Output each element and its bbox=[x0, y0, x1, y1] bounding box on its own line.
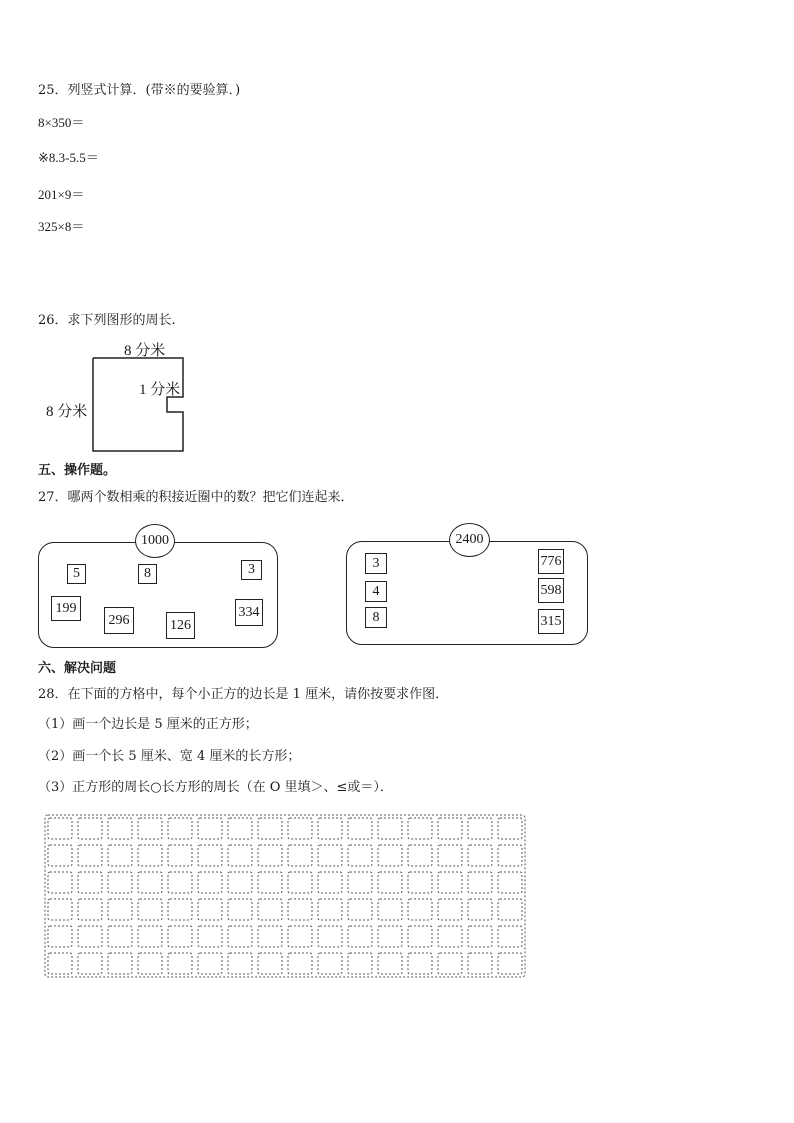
grid-cell[interactable] bbox=[378, 926, 402, 947]
q27-left-number[interactable]: 296 bbox=[104, 607, 134, 634]
grid-cell[interactable] bbox=[438, 899, 462, 920]
grid-cell[interactable] bbox=[108, 953, 132, 974]
grid-cell[interactable] bbox=[168, 872, 192, 893]
grid-cell[interactable] bbox=[48, 926, 72, 947]
q27-left-number[interactable]: 126 bbox=[166, 612, 195, 639]
grid-cell[interactable] bbox=[318, 926, 342, 947]
grid-cell[interactable] bbox=[468, 926, 492, 947]
grid-cell[interactable] bbox=[318, 899, 342, 920]
grid-cell[interactable] bbox=[258, 899, 282, 920]
grid-cell[interactable] bbox=[168, 953, 192, 974]
grid-cell[interactable] bbox=[378, 872, 402, 893]
grid-cell[interactable] bbox=[318, 818, 342, 839]
grid-cell[interactable] bbox=[138, 872, 162, 893]
grid-cell[interactable] bbox=[78, 818, 102, 839]
q27-right-number[interactable]: 776 bbox=[538, 549, 564, 574]
grid-cell[interactable] bbox=[438, 926, 462, 947]
q26-title: 26．求下列图形的周长. bbox=[38, 313, 176, 328]
grid-cell[interactable] bbox=[288, 926, 312, 947]
grid-cell[interactable] bbox=[408, 899, 432, 920]
grid-cell[interactable] bbox=[198, 818, 222, 839]
grid-cell[interactable] bbox=[378, 953, 402, 974]
grid-cell[interactable] bbox=[408, 872, 432, 893]
grid-cell[interactable] bbox=[288, 818, 312, 839]
grid-cell[interactable] bbox=[108, 818, 132, 839]
grid-cell[interactable] bbox=[108, 926, 132, 947]
grid-cell[interactable] bbox=[228, 899, 252, 920]
grid-cell[interactable] bbox=[258, 926, 282, 947]
grid-cell[interactable] bbox=[138, 899, 162, 920]
grid-cell[interactable] bbox=[48, 872, 72, 893]
grid-cell[interactable] bbox=[168, 899, 192, 920]
grid-cell[interactable] bbox=[168, 926, 192, 947]
grid-cell[interactable] bbox=[318, 845, 342, 866]
q27-left-number[interactable]: 3 bbox=[241, 560, 262, 580]
q27-left-number[interactable]: 8 bbox=[138, 564, 157, 584]
grid-cell[interactable] bbox=[288, 899, 312, 920]
section6-title: 六、解决问题 bbox=[38, 661, 117, 676]
grid-cell[interactable] bbox=[198, 899, 222, 920]
grid-cell[interactable] bbox=[78, 872, 102, 893]
q27-right-number[interactable]: 598 bbox=[538, 578, 564, 603]
grid-cell[interactable] bbox=[468, 899, 492, 920]
grid-cell[interactable] bbox=[408, 818, 432, 839]
q27-left-number[interactable]: 199 bbox=[51, 596, 81, 621]
grid-cell[interactable] bbox=[498, 845, 522, 866]
q27-title: 27．哪两个数相乘的积接近圈中的数？把它们连起来． bbox=[38, 490, 354, 505]
grid-cell[interactable] bbox=[378, 818, 402, 839]
grid-cell[interactable] bbox=[228, 953, 252, 974]
grid-cell[interactable] bbox=[48, 953, 72, 974]
grid-cell[interactable] bbox=[258, 953, 282, 974]
grid-cell[interactable] bbox=[198, 926, 222, 947]
grid-cell[interactable] bbox=[498, 926, 522, 947]
grid-cell[interactable] bbox=[78, 953, 102, 974]
grid-cell[interactable] bbox=[468, 872, 492, 893]
grid-cell[interactable] bbox=[438, 953, 462, 974]
grid-cell[interactable] bbox=[288, 845, 312, 866]
grid-cell[interactable] bbox=[438, 872, 462, 893]
grid-cell[interactable] bbox=[108, 872, 132, 893]
grid-cell[interactable] bbox=[348, 953, 372, 974]
grid-cell[interactable] bbox=[498, 899, 522, 920]
grid-cell[interactable] bbox=[48, 818, 72, 839]
grid-cell[interactable] bbox=[288, 872, 312, 893]
grid-cell[interactable] bbox=[78, 926, 102, 947]
grid-cell[interactable] bbox=[348, 845, 372, 866]
grid-cell[interactable] bbox=[138, 926, 162, 947]
q27-right-number[interactable]: 4 bbox=[365, 581, 387, 602]
grid-cell[interactable] bbox=[228, 845, 252, 866]
q26-label-left: 8 分米 bbox=[46, 404, 88, 420]
grid-cell[interactable] bbox=[378, 899, 402, 920]
grid-cell[interactable] bbox=[78, 845, 102, 866]
q25-title: 25．列竖式计算．(带※的要验算．) bbox=[38, 83, 241, 98]
grid-cell[interactable] bbox=[258, 872, 282, 893]
q27-right-number[interactable]: 315 bbox=[538, 609, 564, 634]
grid-cell[interactable] bbox=[468, 953, 492, 974]
grid-cell[interactable] bbox=[348, 926, 372, 947]
q27-right-target: 2400 bbox=[449, 523, 490, 557]
grid-cell[interactable] bbox=[498, 818, 522, 839]
q28-part1: （1）画一个边长是 5 厘米的正方形； bbox=[38, 717, 258, 732]
grid-cell[interactable] bbox=[438, 818, 462, 839]
grid-cell[interactable] bbox=[348, 899, 372, 920]
grid-cell[interactable] bbox=[168, 818, 192, 839]
grid-cell[interactable] bbox=[48, 845, 72, 866]
grid-cell[interactable] bbox=[408, 845, 432, 866]
grid-cell[interactable] bbox=[78, 899, 102, 920]
grid-cell[interactable] bbox=[258, 845, 282, 866]
q27-left-number[interactable]: 5 bbox=[67, 564, 86, 584]
grid-cell[interactable] bbox=[48, 899, 72, 920]
q28-part3: （3）正方形的周长○长方形的周长（在 O 里填＞、≤或＝）． bbox=[38, 780, 393, 795]
grid-cell[interactable] bbox=[258, 818, 282, 839]
grid-cell[interactable] bbox=[348, 818, 372, 839]
section5-title: 五、操作题。 bbox=[38, 463, 117, 478]
q26-label-top: 8 分米 bbox=[124, 343, 166, 359]
q25-item-4: 325×8＝ bbox=[38, 219, 85, 234]
grid-cell[interactable] bbox=[318, 953, 342, 974]
grid-cell[interactable] bbox=[228, 872, 252, 893]
grid-cell[interactable] bbox=[438, 845, 462, 866]
q27-left-number[interactable]: 334 bbox=[235, 599, 263, 626]
q28-part2: （2）画一个长 5 厘米、宽 4 厘米的长方形； bbox=[38, 749, 301, 764]
grid-cell[interactable] bbox=[198, 953, 222, 974]
grid-cell[interactable] bbox=[108, 845, 132, 866]
grid-cell[interactable] bbox=[198, 845, 222, 866]
grid-cell[interactable] bbox=[228, 818, 252, 839]
grid-cell[interactable] bbox=[498, 872, 522, 893]
grid-cell[interactable] bbox=[408, 953, 432, 974]
grid-cell[interactable] bbox=[468, 818, 492, 839]
q27-right-number[interactable]: 8 bbox=[365, 607, 387, 628]
grid-cell[interactable] bbox=[198, 872, 222, 893]
grid-cell[interactable] bbox=[108, 899, 132, 920]
grid-cell[interactable] bbox=[498, 953, 522, 974]
q28-title: 28．在下面的方格中，每个小正方的边长是 1 厘米，请你按要求作图． bbox=[38, 687, 449, 702]
grid-cell[interactable] bbox=[348, 872, 372, 893]
grid-cell[interactable] bbox=[288, 953, 312, 974]
grid-cell[interactable] bbox=[378, 845, 402, 866]
grid-cell[interactable] bbox=[138, 818, 162, 839]
grid-cell[interactable] bbox=[228, 926, 252, 947]
grid-cell[interactable] bbox=[408, 926, 432, 947]
q27-left-target: 1000 bbox=[135, 524, 175, 558]
q26-label-notch: 1 分米 bbox=[139, 382, 181, 398]
grid-cell[interactable] bbox=[168, 845, 192, 866]
q27-right-number[interactable]: 3 bbox=[365, 553, 387, 574]
grid-cell[interactable] bbox=[468, 845, 492, 866]
q25-item-1: 8×350＝ bbox=[38, 115, 85, 130]
q25-item-2: ※8.3-5.5＝ bbox=[38, 150, 99, 165]
grid-cell[interactable] bbox=[318, 872, 342, 893]
grid-cell[interactable] bbox=[138, 845, 162, 866]
grid-cell[interactable] bbox=[138, 953, 162, 974]
q25-item-3: 201×9＝ bbox=[38, 187, 85, 202]
